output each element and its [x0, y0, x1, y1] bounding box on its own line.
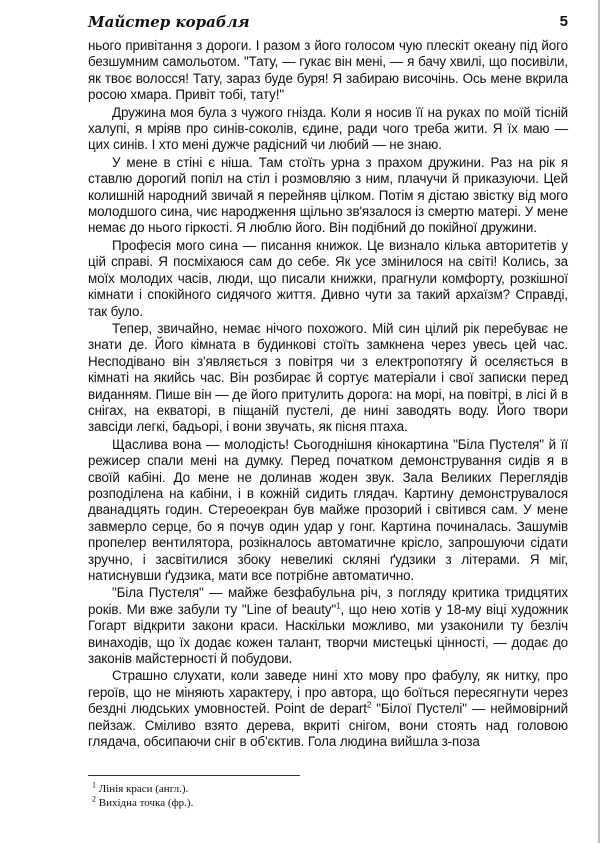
- paragraph: Дружина моя була з чужого гнізда. Коли я носив її на руках по моїй тісній халупі, я мріяв про синів-соколів, єдине, ради чого треба жити. Я їх маю — цих синів. І хто мені дужче радісний чи любий — не знаю.: [88, 104, 568, 153]
- footnote-text: Лінія краси (англ.).: [96, 783, 189, 795]
- paragraph: нього привітання з дороги. І разом з його голосом чую плескіт океану під його безшумним самольотом. "Тату, — гукає він мені, — я бачу хвилі, що посивіли, як твоє волосся! Тату, зараз буде буря! Я забираю височінь. Ось мене вкрила росою хмара. Привіт тобі, тату!": [88, 38, 568, 103]
- paragraph-text: "Біла Пустеля" — майже безфабульна річ, з погляду критика тридцятих років. Ми вже забули ту "Line of beauty": [88, 585, 568, 617]
- footnote-ref[interactable]: 2: [366, 700, 372, 710]
- footnote-ref[interactable]: 1: [336, 601, 341, 611]
- paragraph: [88, 585, 568, 667]
- paragraph: Професія мого сина — писання книжок. Це визнало кілька авторитетів у цій справі. Я посміхаюся сам до себе. Як усе змінилося на світі! Колись, за моїх молодих часів, люди, що писали книжки, прагнули комфорту, розкішної кімнати і спокійного сидячого життя. Дивно чути за такий архаїзм? Справді, так було.: [88, 237, 568, 319]
- paragraph-text: , що нею хотів у 18-му віці художник Гогарт відкрити закони краси. Наскільки можливо, ми узаконили ту безліч винаходів, що їх додає кожен талант, творчи мистецькі цінності, — додає до законів майстерності й побудови.: [88, 601, 568, 667]
- paragraph: Тепер, звичайно, немає нічого похожого. Мій син цілий рік перебуває не знати де. Його кімната в будинкові стоїть замкнена через увесь цей час. Несподівано він з'являється з повітря чи з електропотягу й оселяється в кімнаті на якийсь час. Він розбирає й сортує матеріали і свої записки перед виданням. Пише він — де його притулить дорога: на морі, на повітрі, в лісі й в снігах, на екваторі, в піщаній пустелі, де нині заводять воду. Його твори завсіди легкі, бадьорі, і вони звучать, як пісня птаха.: [88, 320, 568, 435]
- footnote-1: [88, 782, 488, 796]
- footnotes: [88, 782, 488, 810]
- book-title: Майстер корабля: [88, 13, 250, 31]
- paragraph: Щаслива вона — молодість! Сьогоднішня кінокартина "Біла Пустеля" й її режисер спали мені на думку. Перед початком демонстрування сидів я в своїй кабіні. До мене не долинав жоден звук. Зала Великих Переглядів розподілена на кабіни, і в кожній сидить глядач. Картину демонструвалося дванадцять годин. Стереоекран був майже прозорий і світився сам. У мене завмерло серце, бо я почув один удар у гонг. Картина починалась. Зашумів пропелер вентилятора, розікналось автоматичне крісло, запрошуючи сідати зручно, і засвітилися збоку невеликі скляні ґудзики з літерами. Я міг, натиснувши ґудзика, мати все потрібне автоматично.: [88, 436, 568, 583]
- paragraph-text: "Білої Пустелі" — неймовірний пейзаж. Сміливо взято дерева, вкриті снігом, вони стоять над головою глядача, обсипаючи сніг в об'єктив. Гола людина вийшла з-поза: [88, 701, 568, 750]
- footnote-mark: 2: [92, 794, 96, 804]
- page-body: [88, 38, 568, 751]
- page-number: 5: [559, 13, 568, 30]
- paragraph-text: Страшно слухати, коли заведе нині хто мову про фабулу, як нитку, про героїв, що не міняють характеру, і про автора, що боїться пересягнути через бездні людських умовностей. Point de depart: [88, 668, 568, 717]
- paragraph: У мене в стіні є ніша. Там стоїть урна з прахом дружини. Раз на рік я ставлю дорогий попіл на стіл і розмовляю з ним, плачучи й приказуючи. Цей колишній народний звичай я перейняв цілком. Потім я дістаю звістку від мого молодшого сина, чиє народження щільно зв'язалося із смертю матері. У мене немає до нього гіркості. Я люблю його. Він подібний до покійної дружини.: [88, 154, 568, 236]
- paragraph: [88, 668, 568, 750]
- footnote-text: Вихідна точка (фр.).: [96, 797, 194, 809]
- footnote-2: [88, 796, 488, 810]
- running-head: [88, 13, 568, 35]
- footnote-divider: [88, 775, 300, 776]
- footnote-mark: 1: [92, 780, 96, 790]
